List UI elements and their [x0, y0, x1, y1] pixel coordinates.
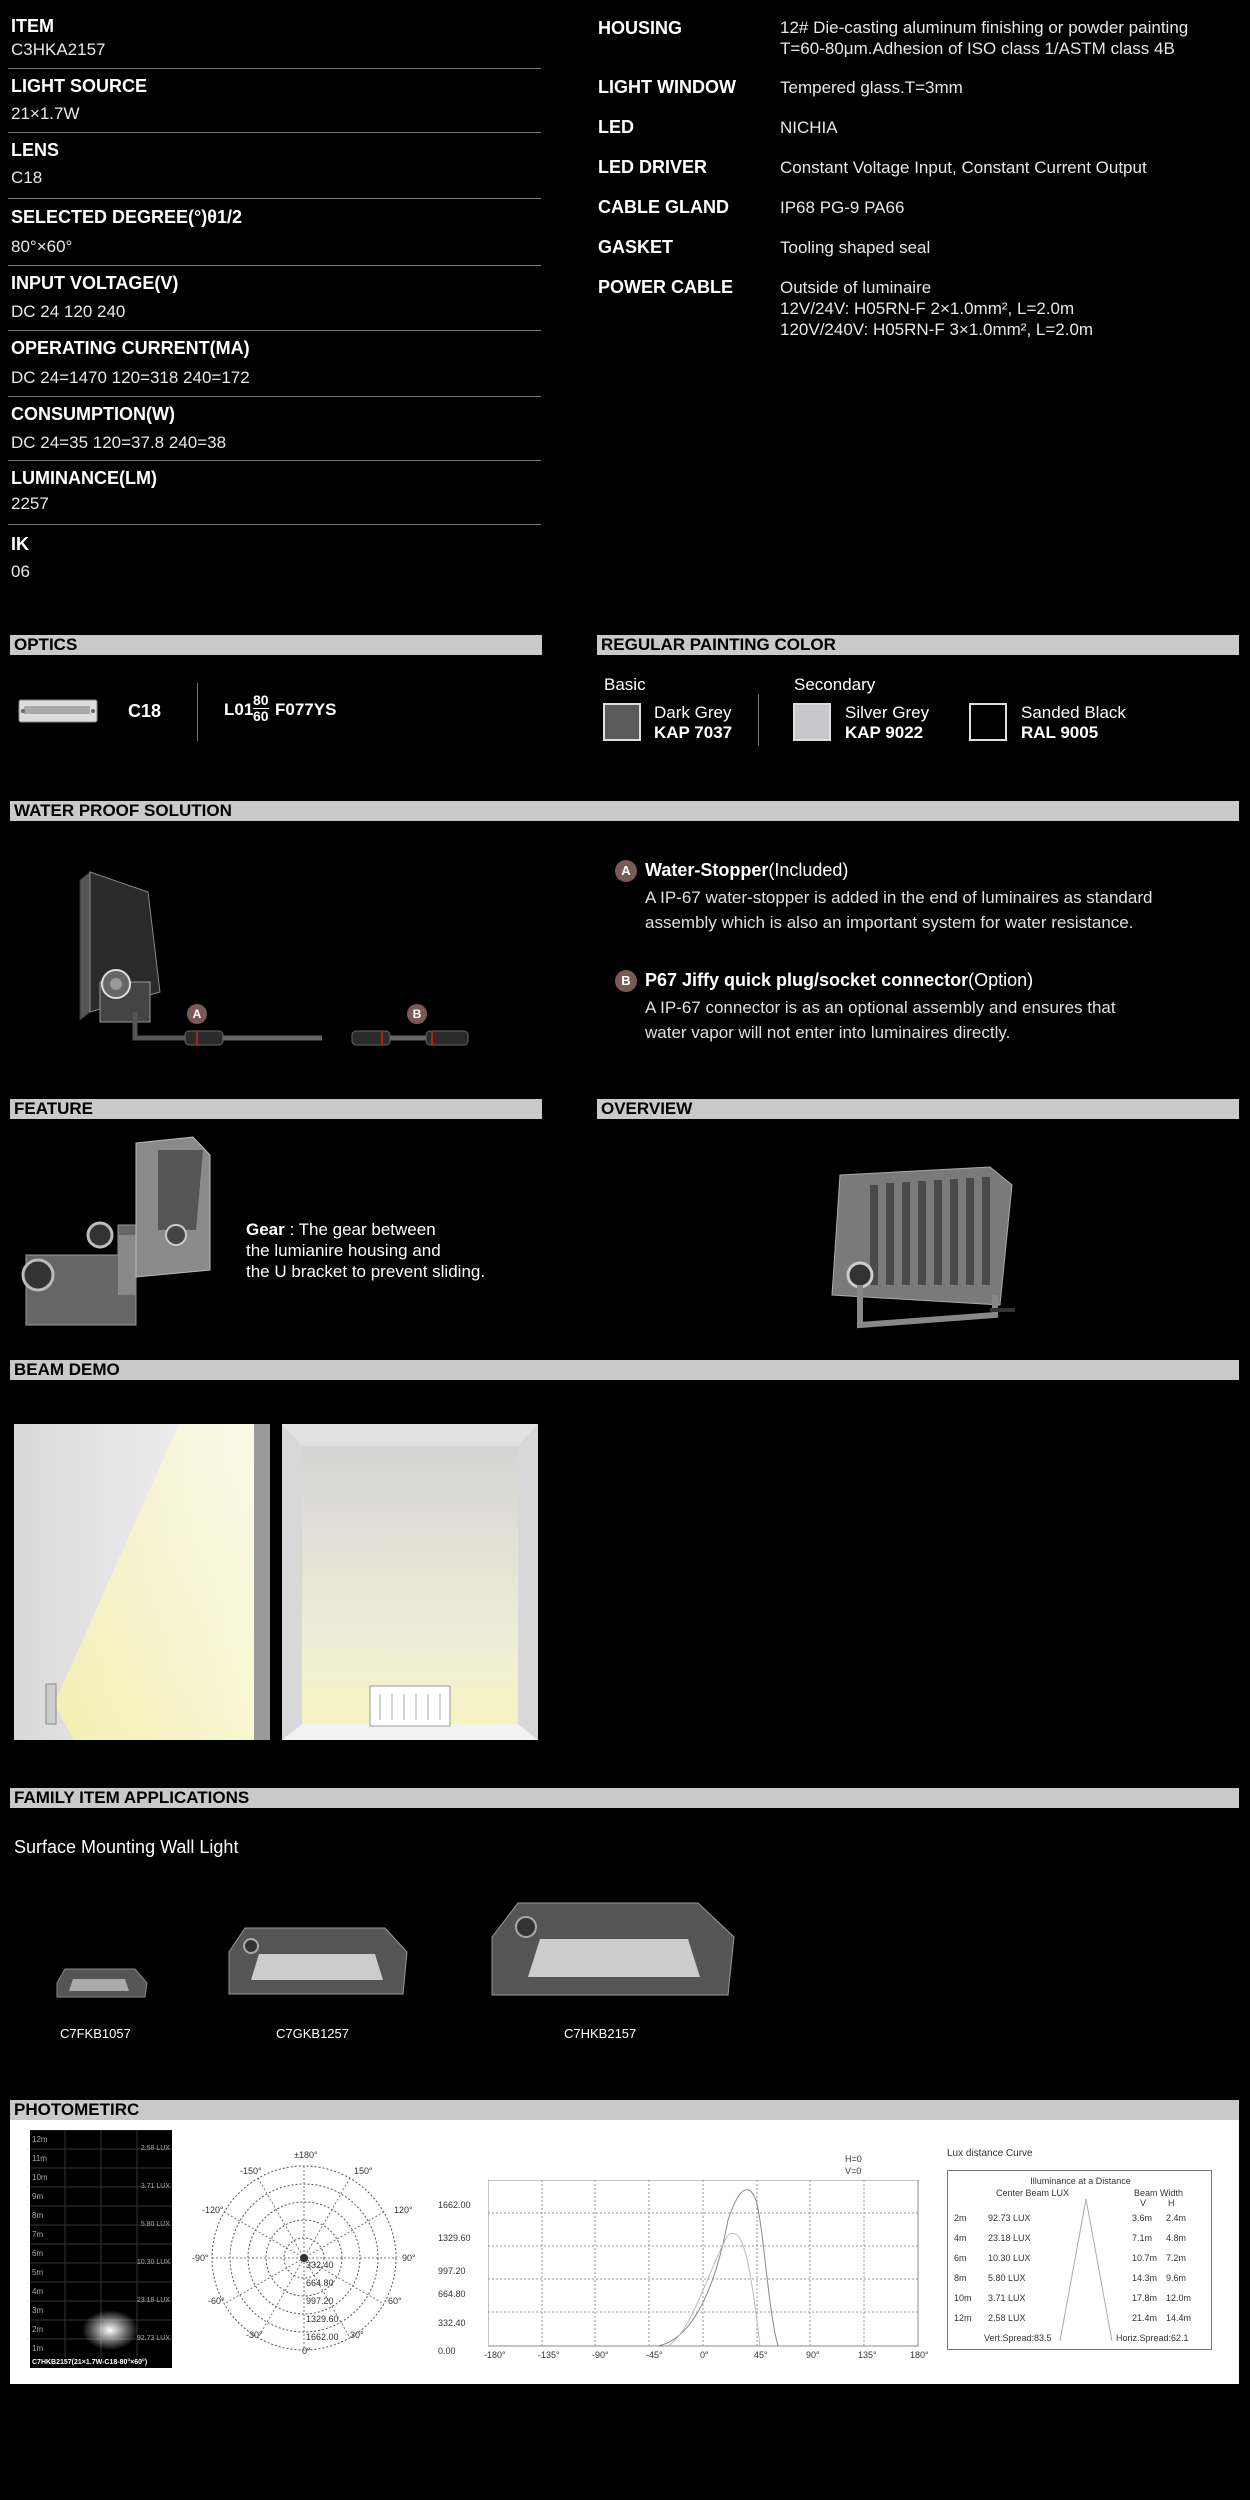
- gear-feature-image: [18, 1135, 218, 1335]
- polar-label: 0°: [302, 2346, 311, 2356]
- row-label: 1m: [32, 2344, 44, 2353]
- curve-y-label: 0.00: [438, 2346, 456, 2356]
- section-header-feature: FEATURE: [10, 1099, 542, 1119]
- lux-value: 23.18 LUX: [136, 2297, 170, 2304]
- spec-value-light-window: Tempered glass.T=3mm: [780, 78, 963, 97]
- curve-x-label: 90°: [806, 2350, 820, 2360]
- curve-y-label: 1662.00: [438, 2200, 471, 2210]
- legend-h: H=0: [845, 2154, 862, 2164]
- spec-value-current: DC 24=1470 120=318 240=172: [11, 368, 250, 387]
- row-label: 12m: [32, 2135, 48, 2144]
- curve-x-label: -135°: [538, 2350, 560, 2360]
- spec-label-led-driver: LED DRIVER: [598, 157, 708, 177]
- spec-value-consumption: DC 24=35 120=37.8 240=38: [11, 433, 227, 452]
- spec-value-led-driver: Constant Voltage Input, Constant Current Output: [780, 158, 1147, 177]
- lux-value: 92.73 LUX: [136, 2335, 170, 2342]
- curve-x-label: 135°: [858, 2350, 877, 2360]
- row-label: 8m: [32, 2211, 44, 2220]
- polar-label: 90°: [402, 2253, 416, 2263]
- lux-row-distance: 10m: [954, 2293, 972, 2303]
- housing-line: 12# Die-casting aluminum finishing or powder painting: [780, 18, 1189, 37]
- water-stopper-note: (Included): [768, 860, 849, 880]
- water-stopper-desc: [645, 885, 1152, 935]
- lux-table: [947, 2170, 1212, 2350]
- curve-y-label: 997.20: [438, 2266, 466, 2276]
- family-item-label-1: C7FKB1057: [60, 2026, 131, 2041]
- badge-b: B: [615, 970, 637, 992]
- spec-value-power-cable: [780, 277, 1093, 340]
- iso-lux-values: [137, 2130, 170, 2358]
- lux-row-v: 3.6m: [1132, 2213, 1153, 2223]
- divider: [758, 694, 759, 746]
- gear-line: the lumianire housing and: [246, 1241, 441, 1260]
- lux-row-distance: 2m: [954, 2213, 967, 2223]
- iso-lux-row-labels: [32, 2130, 48, 2358]
- section-header-photometric: PHOTOMETIRC: [10, 2100, 1239, 2120]
- curve-x-label: 180°: [910, 2350, 929, 2360]
- color-code: RAL 9005: [1021, 723, 1099, 742]
- vert-spread: Vert.Spread:83.5: [984, 2333, 1052, 2343]
- lux-row-v: 21.4m: [1132, 2313, 1158, 2323]
- lux-row-h: 9.6m: [1166, 2273, 1187, 2283]
- spec-label-light-source: LIGHT SOURCE: [11, 76, 148, 96]
- divider: [8, 460, 541, 461]
- family-item-large-image: [488, 1897, 738, 2009]
- curve-x-label: 0°: [700, 2350, 709, 2360]
- curve-x-label: 45°: [754, 2350, 768, 2360]
- water-stopper-name: Water-Stopper: [645, 860, 769, 880]
- optics-code-fraction: [253, 693, 269, 724]
- row-label: 2m: [32, 2325, 44, 2334]
- polar-label: 30°: [350, 2330, 364, 2340]
- housing-line: T=60-80μm.Adhesion of ISO class 1/ASTM class 4B: [780, 39, 1175, 58]
- color-swatch-dark-grey: [603, 703, 641, 741]
- lux-row-v: 7.1m: [1132, 2233, 1153, 2243]
- lux-curve-title: Lux distance Curve: [947, 2148, 1033, 2159]
- row-label: 7m: [32, 2230, 44, 2239]
- spec-label-gasket: GASKET: [598, 237, 674, 257]
- beam-demo-side-image: [14, 1424, 270, 1740]
- polar-ring-label: 1329.60: [306, 2314, 339, 2324]
- basic-label: Basic: [604, 675, 646, 694]
- waterproof-diagram: [60, 862, 520, 1062]
- curve-x-label: -45°: [646, 2350, 663, 2360]
- row-label: 10m: [32, 2173, 48, 2182]
- color-silver-grey: [845, 703, 929, 743]
- lens-module-image: [18, 697, 100, 725]
- optics-code-prefix: L01: [224, 700, 254, 719]
- row-label: 11m: [32, 2154, 47, 2163]
- iso-lux-caption: C7HKB2157(21×1.7W-C18-80°×60°): [32, 2359, 148, 2366]
- lux-value: 5.80 LUX: [140, 2221, 170, 2228]
- color-dark-grey: [654, 703, 732, 743]
- spec-label-degree: SELECTED DEGREE(°)θ1/2: [11, 207, 242, 227]
- spec-label-item: ITEM: [11, 16, 54, 36]
- color-code: KAP 7037: [654, 723, 733, 742]
- row-label: 3m: [32, 2306, 44, 2315]
- color-code: KAP 9022: [845, 723, 924, 742]
- spec-label-luminance: LUMINANCE(LM): [11, 468, 157, 488]
- lux-row-h: 4.8m: [1166, 2233, 1187, 2243]
- section-header-waterproof: WATER PROOF SOLUTION: [10, 801, 1239, 821]
- section-header-optics: OPTICS: [10, 635, 542, 655]
- curve-x-label: -180°: [484, 2350, 506, 2360]
- curve-y-label: 1329.60: [438, 2233, 471, 2243]
- lux-row-value: 3.71 LUX: [988, 2293, 1026, 2303]
- iso-lux-grid: [30, 2130, 172, 2368]
- product-overview-image: [820, 1155, 1020, 1335]
- family-item-small-image: [55, 1965, 150, 2005]
- callout-badge-a: A: [187, 1004, 207, 1024]
- spec-value-gasket: Tooling shaped seal: [780, 238, 931, 257]
- desc-line: water vapor will not enter into luminaires directly.: [645, 1023, 1011, 1042]
- spec-label-consumption: CONSUMPTION(W): [11, 404, 175, 424]
- lux-row-value: 92.73 LUX: [988, 2213, 1031, 2223]
- spec-label-cable-gland: CABLE GLAND: [598, 197, 729, 217]
- row-label: 4m: [32, 2287, 44, 2296]
- lux-value: 2.58 LUX: [140, 2145, 170, 2152]
- section-header-painting: REGULAR PAINTING COLOR: [597, 635, 1239, 655]
- intensity-curve: [488, 2180, 920, 2348]
- optics-code-top: 80: [253, 692, 269, 708]
- spec-value-light-source: 21×1.7W: [11, 104, 80, 123]
- spec-label-light-window: LIGHT WINDOW: [598, 77, 736, 97]
- polar-label: -60°: [208, 2296, 225, 2306]
- gear-feature-text: [246, 1219, 485, 1282]
- lux-row-v: 17.8m: [1132, 2293, 1158, 2303]
- polar-label: -90°: [192, 2253, 209, 2263]
- power-cable-line: 120V/240V: H05RN-F 3×1.0mm², L=2.0m: [780, 320, 1094, 339]
- divider: [8, 396, 541, 397]
- optics-lens-name: C18: [128, 701, 162, 721]
- spec-value-ik: 06: [11, 562, 30, 581]
- family-item-label-3: C7HKB2157: [564, 2026, 637, 2041]
- lux-row-h: 7.2m: [1166, 2253, 1187, 2263]
- connector-desc: [645, 995, 1116, 1045]
- lux-row-value: 5.80 LUX: [988, 2273, 1026, 2283]
- desc-line: A IP-67 water-stopper is added in the end of luminaires as standard: [645, 888, 1153, 907]
- spec-value-item: C3HKA2157: [11, 40, 106, 59]
- beam-demo-front-image: [282, 1424, 538, 1740]
- polar-label: 150°: [354, 2166, 373, 2176]
- section-header-beam-demo: BEAM DEMO: [10, 1360, 1239, 1380]
- lux-value: 10.30 LUX: [136, 2259, 170, 2266]
- lux-row-h: 14.4m: [1166, 2313, 1192, 2323]
- color-name: Silver Grey: [845, 703, 930, 722]
- gear-bold: Gear: [246, 1220, 285, 1239]
- secondary-label: Secondary: [794, 675, 876, 694]
- lux-row-h: 12.0m: [1166, 2293, 1192, 2303]
- connector-title: [645, 970, 1033, 991]
- curve-y-label: 664.80: [438, 2289, 466, 2299]
- polar-ring-label: 332.40: [306, 2260, 334, 2270]
- spec-label-current: OPERATING CURRENT(MA): [11, 338, 250, 358]
- lux-row-v: 10.7m: [1132, 2253, 1158, 2263]
- gear-line: : The gear between: [284, 1220, 436, 1239]
- power-cable-line: Outside of luminaire: [780, 278, 932, 297]
- row-label: 5m: [32, 2268, 44, 2277]
- lux-heading: Illuminance at a Distance: [1030, 2176, 1131, 2186]
- lux-col-v: V: [1140, 2198, 1147, 2208]
- water-stopper-title: [645, 860, 848, 881]
- family-subtitle: Surface Mounting Wall Light: [14, 1837, 239, 1857]
- spec-value-housing: [780, 17, 1188, 59]
- polar-ring-label: 997.20: [306, 2296, 334, 2306]
- connector-note: (Option): [968, 970, 1034, 990]
- lux-row-value: 10.30 LUX: [988, 2253, 1031, 2263]
- legend-v: V=0: [845, 2166, 862, 2176]
- lux-row-value: 23.18 LUX: [988, 2233, 1031, 2243]
- divider: [197, 683, 198, 741]
- color-name: Dark Grey: [654, 703, 732, 722]
- row-label: 6m: [32, 2249, 44, 2258]
- connector-name: P67 Jiffy quick plug/socket connector: [645, 970, 969, 990]
- color-sanded-black: [1021, 703, 1126, 743]
- desc-line: assembly which is also an important system for water resistance.: [645, 913, 1134, 932]
- optics-code-suffix: F077YS: [275, 700, 337, 719]
- gear-line: the U bracket to prevent sliding.: [246, 1262, 486, 1281]
- divider: [8, 68, 541, 69]
- polar-label: -30°: [246, 2330, 263, 2340]
- row-label: 9m: [32, 2192, 44, 2201]
- polar-ring-label: 664.80: [306, 2278, 334, 2288]
- color-swatch-sanded-black: [969, 703, 1007, 741]
- optics-code-bottom: 60: [253, 708, 269, 724]
- horiz-spread: Horiz.Spread:62.1: [1116, 2333, 1189, 2343]
- desc-line: A IP-67 connector is as an optional assembly and ensures that: [645, 998, 1116, 1017]
- divider: [8, 330, 541, 331]
- polar-label: ±180°: [294, 2150, 318, 2160]
- divider: [8, 198, 541, 199]
- polar-ring-label: 1662.00: [306, 2332, 339, 2342]
- spec-value-luminance: 2257: [11, 494, 49, 513]
- color-name: Sanded Black: [1021, 703, 1126, 722]
- spec-value-input-voltage: DC 24 120 240: [11, 302, 126, 321]
- spec-value-lens: C18: [11, 168, 43, 187]
- spec-label-input-voltage: INPUT VOLTAGE(V): [11, 273, 179, 293]
- lux-col2: Beam Width: [1134, 2188, 1184, 2198]
- lux-col1: Center Beam LUX: [996, 2188, 1070, 2198]
- family-item-label-2: C7GKB1257: [276, 2026, 349, 2041]
- section-header-family: FAMILY ITEM APPLICATIONS: [10, 1788, 1239, 1808]
- lux-row-distance: 12m: [954, 2313, 972, 2323]
- lux-row-value: 2.58 LUX: [988, 2313, 1026, 2323]
- divider: [8, 265, 541, 266]
- spec-label-housing: HOUSING: [598, 18, 683, 38]
- polar-label: 60°: [388, 2296, 402, 2306]
- family-item-medium-image: [225, 1922, 410, 2007]
- divider: [8, 524, 541, 525]
- lux-col-h: H: [1168, 2198, 1175, 2208]
- spec-value-degree: 80°×60°: [11, 237, 73, 256]
- callout-badge-b: B: [407, 1004, 427, 1024]
- spec-value-cable-gland: IP68 PG-9 PA66: [780, 198, 905, 217]
- spec-label-lens: LENS: [11, 140, 60, 160]
- polar-label: -120°: [202, 2205, 224, 2215]
- lux-value: 3.71 LUX: [140, 2183, 170, 2190]
- lux-row-distance: 6m: [954, 2253, 967, 2263]
- lux-row-v: 14.3m: [1132, 2273, 1158, 2283]
- curve-y-label: 332.40: [438, 2318, 466, 2328]
- color-swatch-silver-grey: [793, 703, 831, 741]
- curve-x-label: -90°: [592, 2350, 609, 2360]
- lux-row-distance: 8m: [954, 2273, 967, 2283]
- spec-label-ik: IK: [11, 534, 29, 554]
- polar-label: -150°: [240, 2166, 262, 2176]
- divider: [8, 132, 541, 133]
- section-header-overview: OVERVIEW: [597, 1099, 1239, 1119]
- lux-row-distance: 4m: [954, 2233, 967, 2243]
- spec-value-led: NICHIA: [780, 118, 838, 137]
- spec-label-power-cable: POWER CABLE: [598, 277, 733, 297]
- lux-row-h: 2.4m: [1166, 2213, 1187, 2223]
- power-cable-line: 12V/24V: H05RN-F 2×1.0mm², L=2.0m: [780, 299, 1075, 318]
- badge-a: A: [615, 860, 637, 882]
- polar-label: 120°: [394, 2205, 413, 2215]
- spec-label-led: LED: [598, 117, 634, 137]
